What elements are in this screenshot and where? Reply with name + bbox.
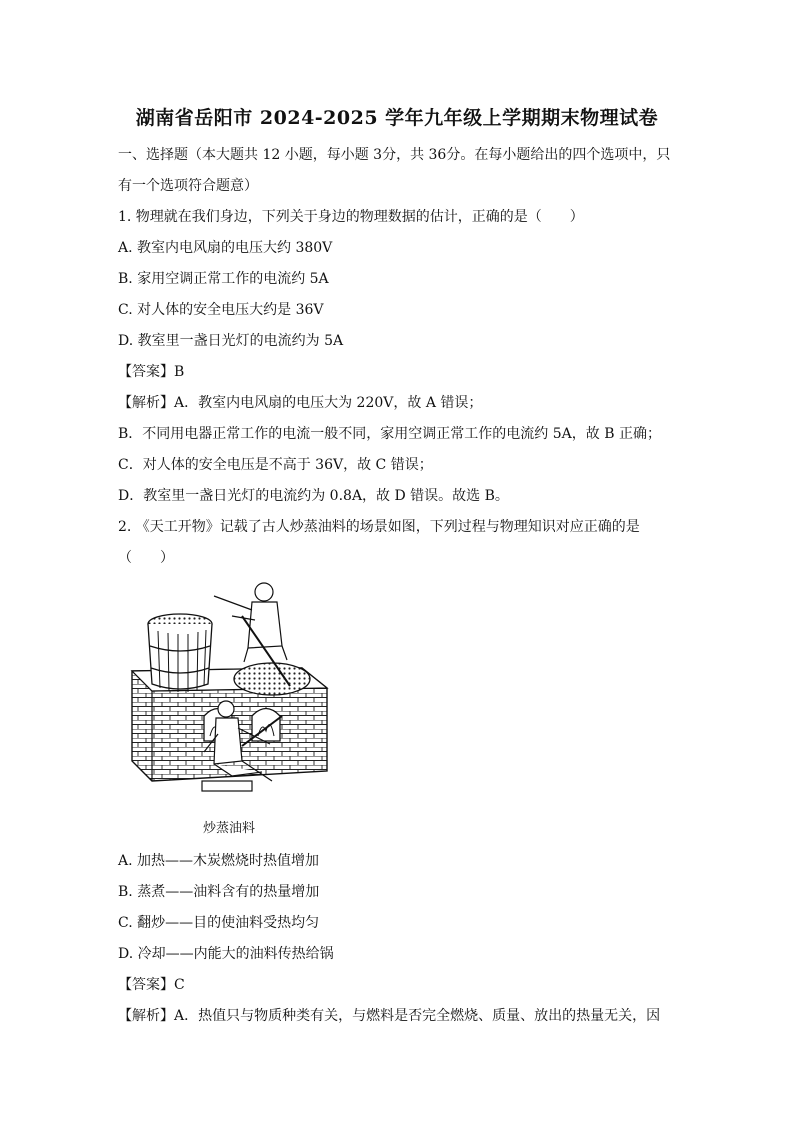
q2-analysis-a: 【解析】A．热值只与物质种类有关，与燃料是否完全燃烧、质量、放出的热量无关，因 bbox=[118, 1008, 661, 1024]
q2-option-d: D. 冷却——内能大的油料传热给锅 bbox=[118, 946, 334, 962]
q1-analysis-c: C．对人体的安全电压是不高于 36V，故 C 错误； bbox=[118, 457, 433, 473]
q2-option-b: B. 蒸煮——油料含有的热量增加 bbox=[118, 884, 320, 900]
q2-option-a: A. 加热——木炭燃烧时热值增加 bbox=[118, 853, 320, 869]
q1-option-c: C. 对人体的安全电压大约是 36V bbox=[118, 302, 324, 318]
q1-option-b: B. 家用空调正常工作的电流约 5A bbox=[118, 271, 329, 287]
section-heading: 一、选择题（本大题共 12 小题，每小题 3分，共 36分。在每小题给出的四个选项中，只 bbox=[118, 147, 671, 163]
q2-stem: 2. 《天工开物》记载了古人炒蒸油料的场景如图，下列过程与物理知识对应正确的是 bbox=[118, 519, 640, 535]
roasting-wok bbox=[234, 663, 310, 695]
figure-caption: 炒蒸油料 bbox=[203, 821, 256, 836]
q1-answer: 【答案】B bbox=[118, 364, 185, 380]
q2-stem-bracket: （ ） bbox=[118, 550, 174, 566]
oil-roasting-illustration bbox=[122, 576, 334, 812]
q1-option-a: A. 教室内电风扇的电压大约 380V bbox=[118, 240, 333, 256]
page-title: 湖南省岳阳市 2024-2025 学年九年级上学期期末物理试卷 bbox=[135, 107, 659, 129]
q2-answer: 【答案】C bbox=[118, 977, 185, 993]
q1-analysis-a: 【解析】A．教室内电风扇的电压大为 220V，故 A 错误； bbox=[118, 395, 483, 411]
section-heading-cont: 有一个选项符合题意） bbox=[118, 178, 258, 194]
q1-option-d: D. 教室里一盏日光灯的电流约为 5A bbox=[118, 333, 344, 349]
steaming-barrel bbox=[148, 614, 212, 692]
q1-analysis-b: B．不同用电器正常工作的电流一般不同，家用空调正常工作的电流约 5A，故 B 正确； bbox=[118, 426, 661, 442]
q2-option-c: C. 翻炒——目的使油料受热均匀 bbox=[118, 915, 320, 931]
q1-stem: 1. 物理就在我们身边，下列关于身边的物理数据的估计，正确的是（ ） bbox=[118, 209, 584, 225]
q1-analysis-d: D．教室里一盏日光灯的电流约为 0.8A，故 D 错误。故选 B。 bbox=[118, 488, 509, 504]
